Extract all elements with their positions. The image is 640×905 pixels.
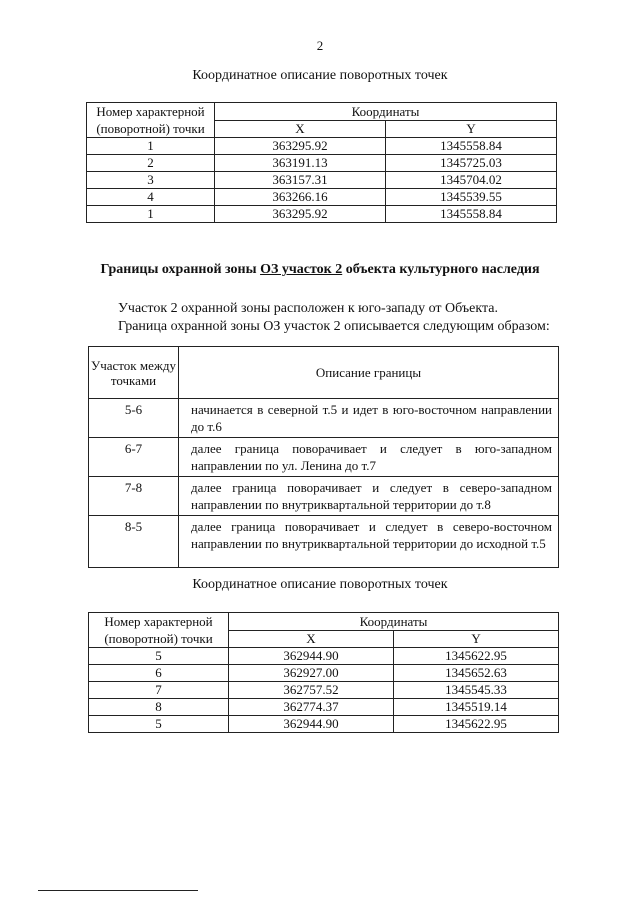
table-row xyxy=(89,648,559,665)
point-number: 8 xyxy=(89,699,229,716)
coord-y: 1345539.55 xyxy=(386,189,557,206)
coord-x: 362927.00 xyxy=(229,665,394,682)
table-row xyxy=(87,172,557,189)
table-row xyxy=(89,477,559,516)
table-row xyxy=(87,155,557,172)
segment-label: 8-5 xyxy=(89,516,179,568)
table2-head-point-line1: Номер характерной xyxy=(104,614,213,629)
table1-caption: Координатное описание поворотных точек xyxy=(192,68,448,83)
coord-x: 363295.92 xyxy=(215,138,386,155)
coord-y: 1345519.14 xyxy=(394,699,559,716)
table-row xyxy=(87,138,557,155)
point-number: 4 xyxy=(87,189,215,206)
desc-head-segment: Участок между точками xyxy=(89,347,179,399)
table-row xyxy=(89,399,559,438)
table2-head-coords: Координаты xyxy=(229,613,559,631)
point-number: 1 xyxy=(87,206,215,223)
point-number: 7 xyxy=(89,682,229,699)
table2-head-x: X xyxy=(229,631,394,648)
table-row xyxy=(87,206,557,223)
desc-head-description: Описание границы xyxy=(179,347,559,399)
table-row xyxy=(89,682,559,699)
segment-label: 5-6 xyxy=(89,399,179,438)
point-number: 5 xyxy=(89,716,229,733)
table-row xyxy=(89,716,559,733)
segment-description: далее граница поворачивает и следует в юго-западном направлении по ул. Ленина до т.7 xyxy=(179,438,559,477)
coord-x: 363295.92 xyxy=(215,206,386,223)
coord-y: 1345622.95 xyxy=(394,648,559,665)
coord-y: 1345545.33 xyxy=(394,682,559,699)
coord-x: 363191.13 xyxy=(215,155,386,172)
coord-x: 362944.90 xyxy=(229,716,394,733)
segment-description: далее граница поворачивает и следует в северо-восточном направлении по внутриквартальной территории до исходной т.5 xyxy=(179,516,559,568)
coord-y: 1345704.02 xyxy=(386,172,557,189)
boundary-description-table xyxy=(88,346,559,568)
table-row xyxy=(89,665,559,682)
point-number: 2 xyxy=(87,155,215,172)
table1-coordinates xyxy=(86,102,557,223)
table2-head-point xyxy=(89,613,229,648)
coord-x: 362757.52 xyxy=(229,682,394,699)
table-row xyxy=(89,699,559,716)
coord-x: 363266.16 xyxy=(215,189,386,206)
paragraph-description: Граница охранной зоны ОЗ участок 2 описывается следующим образом: xyxy=(118,319,550,334)
footnote-divider xyxy=(38,890,198,891)
point-number: 6 xyxy=(89,665,229,682)
point-number: 3 xyxy=(87,172,215,189)
coord-y: 1345652.63 xyxy=(394,665,559,682)
point-number: 5 xyxy=(89,648,229,665)
section-heading-part1: Границы охранной зоны xyxy=(100,262,261,277)
table1-head-x: X xyxy=(215,121,386,138)
paragraph-location: Участок 2 охранной зоны расположен к юго-западу от Объекта. xyxy=(118,301,498,316)
section-heading xyxy=(0,262,640,278)
segment-label: 7-8 xyxy=(89,477,179,516)
table-row xyxy=(87,189,557,206)
segment-description: далее граница поворачивает и следует в северо-западном направлении по внутриквартальной территории до т.8 xyxy=(179,477,559,516)
page-number: 2 xyxy=(316,38,324,53)
coord-x: 362944.90 xyxy=(229,648,394,665)
point-number: 1 xyxy=(87,138,215,155)
coord-y: 1345622.95 xyxy=(394,716,559,733)
table2-head-point-line2: (поворотной) точки xyxy=(104,631,213,646)
table-row xyxy=(89,438,559,477)
section-heading-underlined: ОЗ участок 2 xyxy=(260,262,343,277)
coord-y: 1345725.03 xyxy=(386,155,557,172)
table1-head-coords: Координаты xyxy=(215,103,557,121)
table2-head-y: Y xyxy=(394,631,559,648)
table-row xyxy=(89,516,559,568)
section-heading-part2: объекта культурного наследия xyxy=(342,262,540,277)
table2-caption: Координатное описание поворотных точек xyxy=(192,577,448,592)
coord-y: 1345558.84 xyxy=(386,206,557,223)
table1-head-point xyxy=(87,103,215,138)
coord-x: 363157.31 xyxy=(215,172,386,189)
table1-head-y: Y xyxy=(386,121,557,138)
segment-description: начинается в северной т.5 и идет в юго-восточном направлении до т.6 xyxy=(179,399,559,438)
coord-x: 362774.37 xyxy=(229,699,394,716)
segment-label: 6-7 xyxy=(89,438,179,477)
coord-y: 1345558.84 xyxy=(386,138,557,155)
table2-coordinates xyxy=(88,612,559,733)
table1-head-point-line2: (поворотной) точки xyxy=(96,121,205,136)
table1-head-point-line1: Номер характерной xyxy=(96,104,205,119)
